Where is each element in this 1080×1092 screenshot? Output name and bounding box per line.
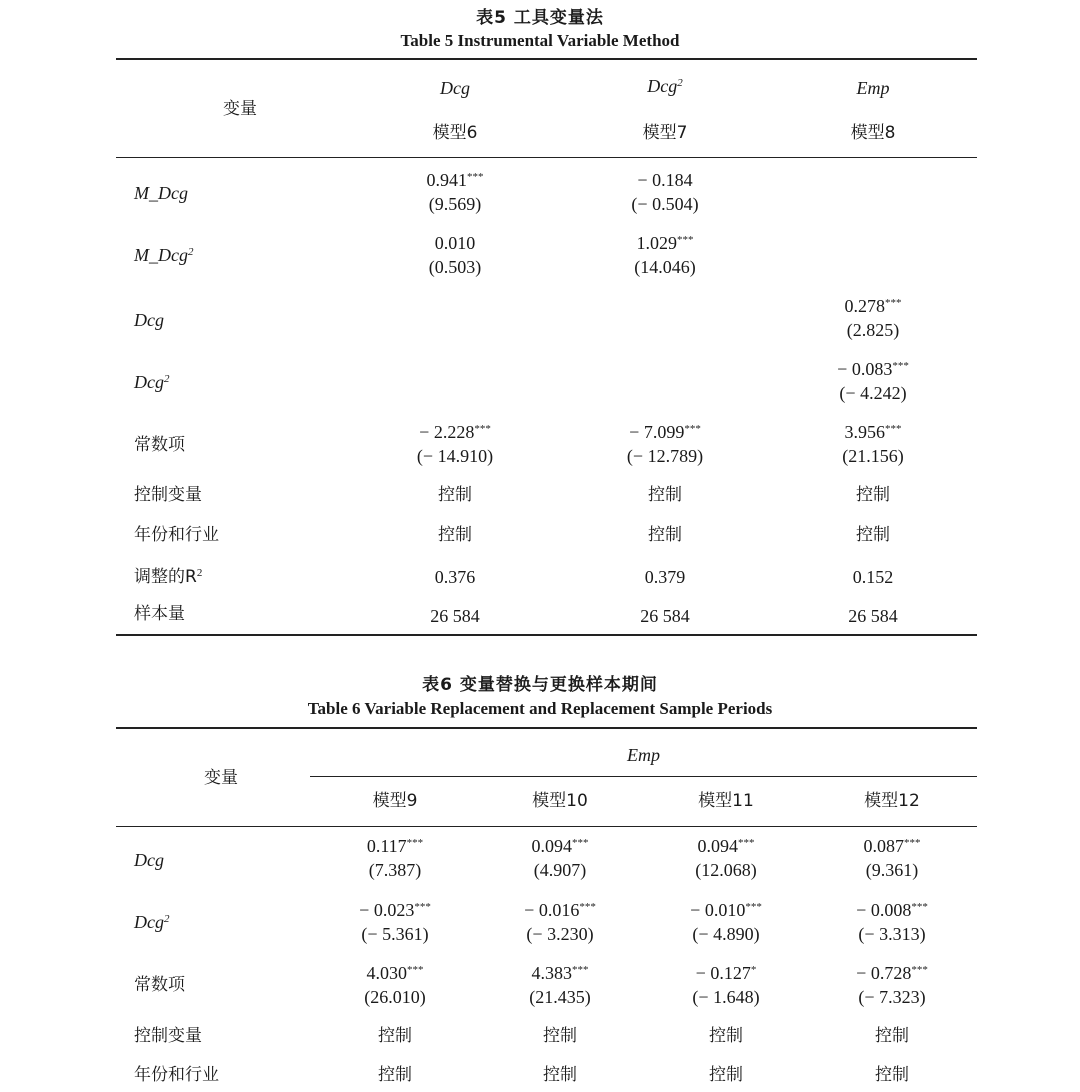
table5-title-cn: 表5 工具变量法 bbox=[476, 8, 604, 28]
table5-top-rule bbox=[116, 58, 977, 60]
table5-cell-value: 26 584 bbox=[848, 606, 898, 626]
table6-title-cn: 表6 变量替换与更换样本期间 bbox=[422, 675, 658, 695]
table5-dep-col-3: Emp bbox=[856, 78, 890, 98]
table6-cell-value: 控制 bbox=[378, 1026, 412, 1046]
table6-cell-value: − 0.016*** (− 3.230) bbox=[524, 900, 596, 944]
table6-dep-header: Emp bbox=[627, 745, 660, 765]
table5-cell-value: 3.956*** (21.156) bbox=[842, 422, 904, 466]
table5-cell-value: 0.379 bbox=[644, 567, 686, 587]
table5-title-en: Table 5 Instrumental Variable Method bbox=[400, 31, 680, 50]
table6-header-rule bbox=[116, 826, 977, 827]
table5-cell-value: − 7.099*** (− 12.789) bbox=[626, 422, 704, 466]
table6-row-label: 年份和行业 bbox=[134, 1065, 219, 1085]
table5-cell-value: − 2.228*** (− 14.910) bbox=[416, 422, 494, 466]
table6-cell-value: − 0.008*** (− 3.313) bbox=[856, 900, 928, 944]
table5-row-label: Dcg bbox=[134, 310, 164, 330]
table6-row-label: Dcg$^2$ bbox=[134, 912, 170, 932]
table5-cell-value: 0.278*** (2.825) bbox=[844, 296, 902, 340]
table5-cell-value: 26 584 bbox=[640, 606, 690, 626]
table5-model-col-3: 模型8 bbox=[850, 123, 896, 143]
table5-cell-value: − 0.083*** (− 4.242) bbox=[837, 359, 909, 403]
table5-row-label: 控制变量 bbox=[134, 485, 202, 505]
table6-cell-value: 控制 bbox=[543, 1065, 577, 1085]
table5-cell-value: − 0.184 (− 0.504) bbox=[631, 170, 699, 214]
table5-cell-value: 控制 bbox=[438, 525, 472, 545]
table5-header-variable: 变量 bbox=[223, 99, 257, 119]
table6-cell-value: 控制 bbox=[875, 1026, 909, 1046]
table5-row-label: Dcg$^2$ bbox=[134, 372, 170, 392]
table6-cell-value: 控制 bbox=[709, 1065, 743, 1085]
table5-cell-value: 1.029*** (14.046) bbox=[634, 233, 696, 277]
table6-cell-value: 4.383*** (21.435) bbox=[529, 963, 591, 1007]
table6-row-label: Dcg bbox=[134, 850, 164, 870]
table5-dep-col-1: Dcg bbox=[440, 78, 470, 98]
table6-model-col-2: 模型10 bbox=[532, 791, 588, 811]
table6-model-col-4: 模型12 bbox=[864, 791, 920, 811]
table6-header-variable: 变量 bbox=[204, 768, 238, 788]
table6-cell-value: 4.030*** (26.010) bbox=[364, 963, 426, 1007]
table5-cell-value: 控制 bbox=[648, 525, 682, 545]
table5-bottom-rule bbox=[116, 634, 977, 636]
table5-row-label: M_Dcg$^2$ bbox=[134, 245, 194, 265]
table5-row-label: 年份和行业 bbox=[134, 525, 219, 545]
table5-model-col-2: 模型7 bbox=[642, 123, 688, 143]
table5-cell-value: 0.376 bbox=[434, 567, 476, 587]
table5-cell-value: 0.152 bbox=[852, 567, 894, 587]
table5-cell-value: 控制 bbox=[856, 525, 890, 545]
table5-header-rule bbox=[116, 157, 977, 158]
table6-cell-value: 控制 bbox=[709, 1026, 743, 1046]
table5-cell-value: 0.010 (0.503) bbox=[428, 233, 482, 277]
table6-cell-value: 控制 bbox=[378, 1065, 412, 1085]
table6-cell-value: − 0.023*** (− 5.361) bbox=[359, 900, 431, 944]
table5-cell-value: 控制 bbox=[438, 485, 472, 505]
table5-cell-value: 26 584 bbox=[430, 606, 480, 626]
table6-cell-value: 0.117*** (7.387) bbox=[366, 836, 424, 880]
table6-title-en: Table 6 Variable Replacement and Replacement Sample Periods bbox=[307, 699, 773, 718]
table5-row-label: M_Dcg bbox=[134, 183, 188, 203]
table6-dep-underline bbox=[310, 776, 977, 777]
table6-cell-value: − 0.127* (− 1.648) bbox=[692, 963, 760, 1007]
table6-cell-value: − 0.728*** (− 7.323) bbox=[856, 963, 928, 1007]
table5-row-label: 样本量 bbox=[134, 604, 185, 624]
table6-row-label: 控制变量 bbox=[134, 1026, 202, 1046]
table6-top-rule bbox=[116, 727, 977, 729]
table6-cell-value: − 0.010*** (− 4.890) bbox=[690, 900, 762, 944]
table6-row-label: 常数项 bbox=[134, 975, 185, 995]
table5-cell-value: 控制 bbox=[648, 485, 682, 505]
table6-cell-value: 0.094*** (4.907) bbox=[531, 836, 589, 880]
table6-cell-value: 控制 bbox=[875, 1065, 909, 1085]
table5-row-label: 调整的$R^2$ bbox=[134, 567, 203, 587]
table5-cell-value: 控制 bbox=[856, 485, 890, 505]
table5-cell-value: 0.941*** (9.569) bbox=[426, 170, 484, 214]
table6-model-col-1: 模型9 bbox=[372, 791, 418, 811]
table5-model-col-1: 模型6 bbox=[432, 123, 478, 143]
table5-dep-col-2: Dcg$^2$ bbox=[647, 76, 683, 96]
table5-row-label: 常数项 bbox=[134, 435, 185, 455]
table6-cell-value: 0.087*** (9.361) bbox=[863, 836, 921, 880]
table6-cell-value: 0.094*** (12.068) bbox=[695, 836, 757, 880]
table6-cell-value: 控制 bbox=[543, 1026, 577, 1046]
table6-model-col-3: 模型11 bbox=[698, 791, 754, 811]
